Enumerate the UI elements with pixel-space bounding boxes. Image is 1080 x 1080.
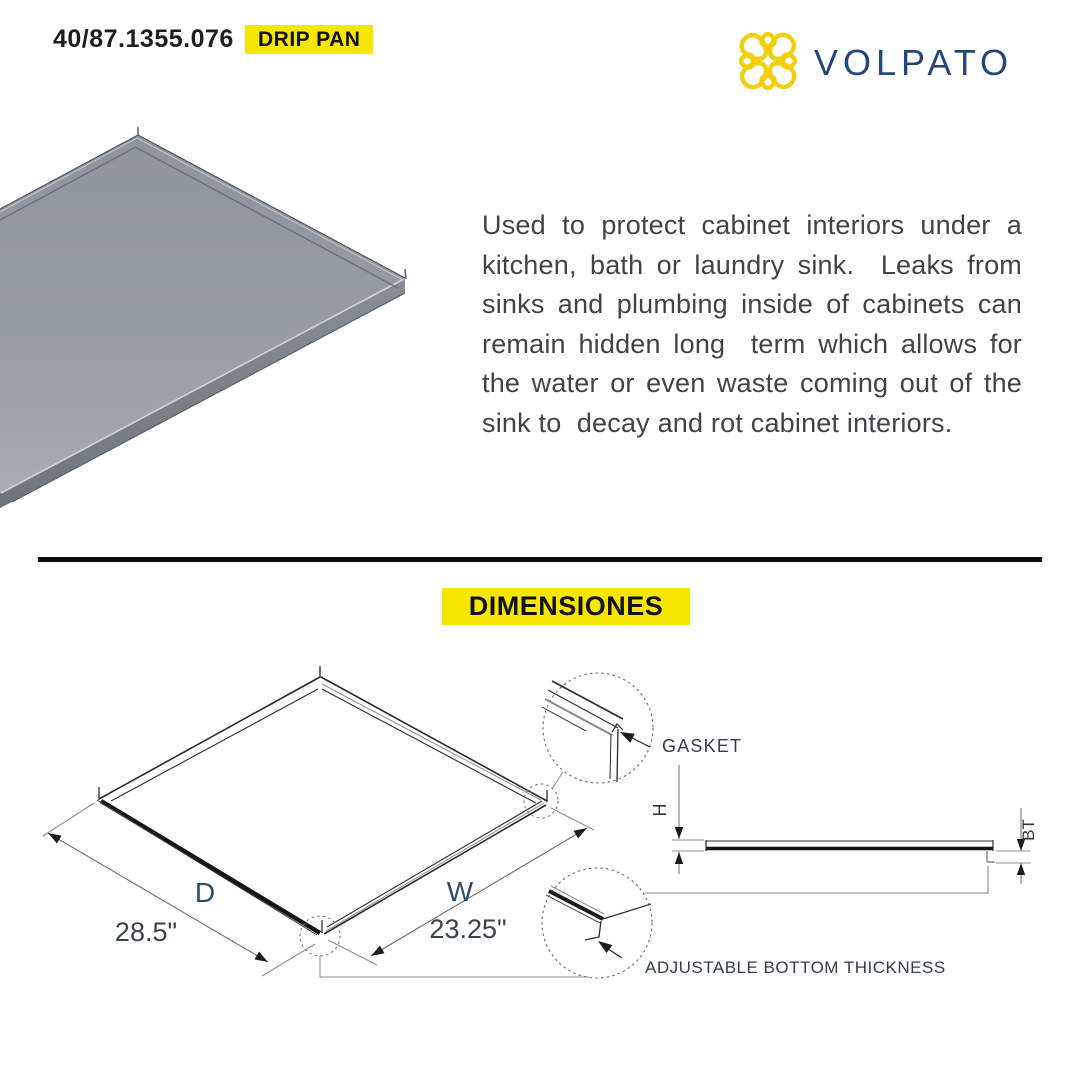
depth-dimension xyxy=(43,803,315,976)
pan-isometric-outline xyxy=(97,666,547,935)
bottom-thickness-label: BT xyxy=(1019,819,1038,841)
dimensions-title: DIMENSIONES xyxy=(442,588,690,625)
dimensions-drawing xyxy=(0,650,1080,1015)
drip-pan-image xyxy=(0,120,440,545)
depth-value: 28.5" xyxy=(114,917,178,947)
gasket-detail xyxy=(542,673,742,783)
adjustable-label: ADJUSTABLE BOTTOM THICKNESS xyxy=(645,958,946,977)
product-type-badge: DRIP PAN xyxy=(245,25,373,54)
product-description: Used to protect cabinet interiors under a kitchen, bath or laundry sink. Leaks from sinks and plumbing inside of cabinets can remain hidden long term which allows for the water or even waste coming out of the sink to decay and rot cabinet interiors. xyxy=(482,210,1030,438)
gasket-label: GASKET xyxy=(662,736,743,756)
product-code: 40/87.1355.076 xyxy=(53,25,234,53)
width-dimension xyxy=(328,808,594,965)
brand-logo xyxy=(731,22,1013,103)
width-value: 23.25" xyxy=(429,914,507,944)
side-profile-view xyxy=(645,765,1038,893)
pan-render xyxy=(0,127,406,508)
height-label: H xyxy=(650,803,670,817)
volpato-flower-icon xyxy=(731,22,805,103)
adjustable-bottom-detail xyxy=(542,868,946,978)
section-divider xyxy=(38,557,1042,562)
brand-wordmark: VOLPATO xyxy=(814,41,1014,83)
width-label: W xyxy=(446,876,474,907)
depth-label: D xyxy=(194,877,216,908)
